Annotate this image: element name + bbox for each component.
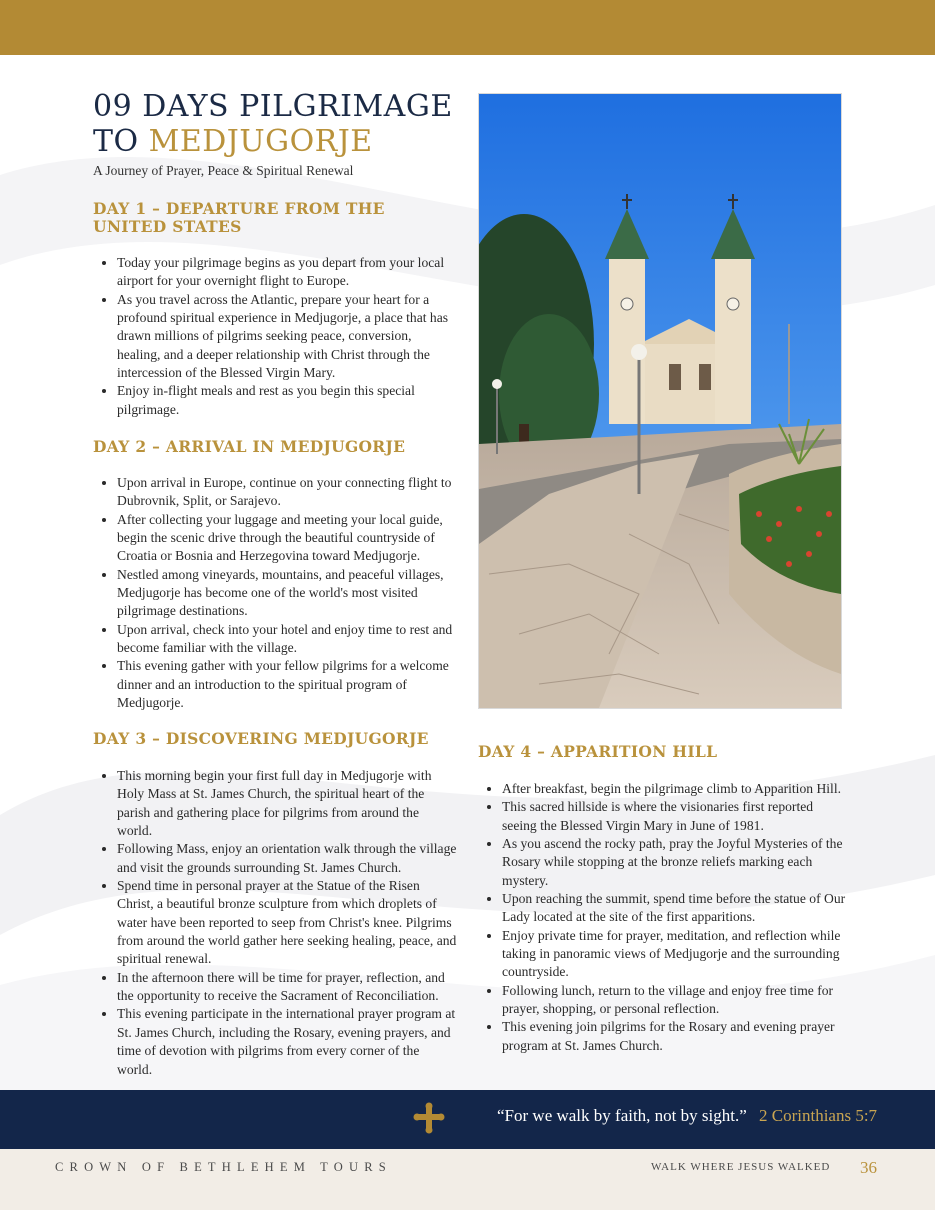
list-item: • Following Mass, enjoy an orientation walk through the village and visit the grounds surrounding St. James Church.	[117, 840, 457, 877]
footer-tagline: WALK WHERE JESUS WALKED	[651, 1161, 831, 1173]
list-item: • Nestled among vineyards, mountains, and peaceful villages, Medjugorje has become one of the world's most visited pilgrimage destinations.	[117, 566, 457, 621]
list-item: • Today your pilgrimage begins as you depart from your local airport for your overnight flight to Europe.	[117, 254, 457, 291]
list-item: • Enjoy private time for prayer, meditation, and reflection while taking in panoramic views of Medjugorje and the surrounding countryside.	[502, 927, 847, 982]
page-subtitle: A Journey of Prayer, Peace & Spiritual Renewal	[93, 163, 354, 178]
list-item: • This evening join pilgrims for the Rosary and evening prayer program at St. James Church.	[502, 1018, 847, 1055]
list-item: • Upon arrival, check into your hotel and enjoy time to rest and become familiar with the village.	[117, 621, 457, 658]
list-item: • This evening gather with your fellow pilgrims for a welcome dinner and an introduction to the spiritual program of Medjugorje.	[117, 657, 457, 712]
list-item: • In the afternoon there will be time for prayer, reflection, and the opportunity to receive the Sacrament of Reconciliation.	[117, 969, 457, 1006]
list-item: • Upon arrival in Europe, continue on your connecting flight to Dubrovnik, Split, or Sarajevo.	[117, 474, 457, 511]
day-1-heading: DAY 1 – DEPARTURE FROM THE UNITED STATES	[93, 199, 385, 236]
top-gold-bar	[0, 0, 935, 55]
title-highlight-medjugorje: MEDJUGORJE	[148, 124, 373, 159]
page-number: 36	[860, 1158, 877, 1177]
list-item: • Enjoy in-flight meals and rest as you begin this special pilgrimage.	[117, 382, 457, 419]
list-item: • Upon reaching the summit, spend time before the statue of Our Lady located at the site of the first apparitions.	[502, 890, 847, 927]
list-item: • After collecting your luggage and meeting your local guide, begin the scenic drive through the beautiful countryside of Croatia or Bosnia and Herzegovina toward Medjugorje.	[117, 511, 457, 566]
list-item: • As you travel across the Atlantic, prepare your heart for a profound spiritual experience in Medjugorje, a place that has drawn millions of pilgrims seeking peace, conversion, healing, and a deeper relationship with Christ through the intercession of the Blessed Virgin Mary.	[117, 291, 457, 383]
page-title	[93, 89, 453, 159]
day-1-list	[93, 254, 457, 419]
list-item: • As you ascend the rocky path, pray the Joyful Mysteries of the Rosary while stopping at the bronze reliefs marking each mystery.	[502, 835, 847, 890]
list-item: • This evening participate in the international prayer program at St. James Church, including the Rosary, evening prayers, and time of devotion with pilgrims from every corner of the world.	[117, 1005, 457, 1078]
list-item: • This sacred hillside is where the visionaries first reported seeing the Blessed Virgin Mary in June of 1981.	[502, 798, 847, 835]
title-line-1: 09 DAYS PILGRIMAGE	[93, 89, 453, 124]
cross-icon	[413, 1102, 445, 1134]
footer-brand: CROWN OF BETHLEHEM TOURS	[55, 1160, 392, 1174]
church-photo	[478, 93, 842, 709]
day-3-heading: DAY 3 – DISCOVERING MEDJUGORJE	[93, 729, 429, 748]
list-item: • Following lunch, return to the village and enjoy free time for prayer, shopping, or personal reflection.	[502, 982, 847, 1019]
scripture-reference: 2 Corinthians 5:7	[759, 1106, 878, 1125]
day-2-heading: DAY 2 – ARRIVAL IN MEDJUGORJE	[93, 437, 406, 456]
day-3-list	[93, 767, 457, 1079]
page-footer	[0, 1149, 935, 1210]
list-item: • Spend time in personal prayer at the Statue of the Risen Christ, a beautiful bronze sculpture from which droplets of water have been reported to seep from Christ's knee. Pilgrims from around the world gather here seeking healing, peace, and spiritual renewal.	[117, 877, 457, 969]
day-2-list	[93, 474, 457, 712]
list-item: • This morning begin your first full day in Medjugorje with Holy Mass at St. James Church, the spiritual heart of the parish and gathering place for pilgrims from around the world.	[117, 767, 457, 840]
day-4-heading: DAY 4 – APPARITION HILL	[478, 742, 718, 761]
day-4-list	[478, 780, 847, 1055]
scripture-quote: “For we walk by faith, not by sight.”	[497, 1106, 747, 1125]
title-line-2-prefix: TO	[93, 124, 149, 159]
list-item: • After breakfast, begin the pilgrimage climb to Apparition Hill.	[502, 780, 847, 798]
